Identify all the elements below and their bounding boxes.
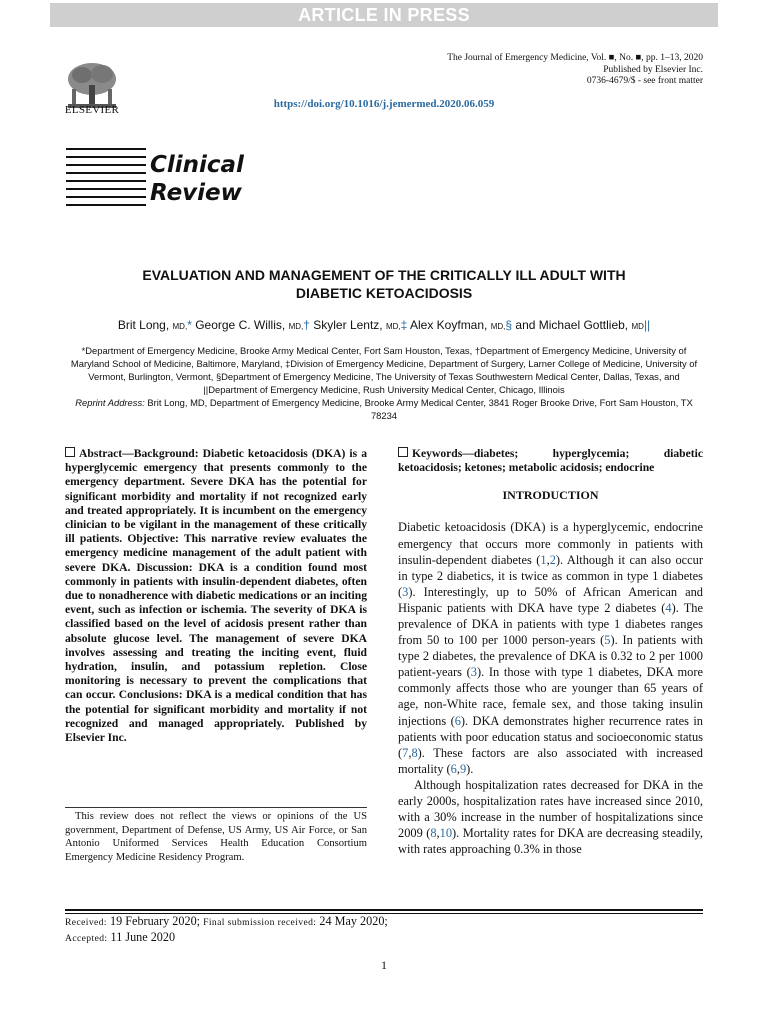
title-line2: DIABETIC KETOACIDOSIS xyxy=(295,285,473,301)
disclaimer-footnote: This review does not reflect the views or opinions of the US government, Department of Defense, US Army, US Air Force, or San Antonio Uniformed Services Health Education Consortium Emergency Medicine Residency Program. xyxy=(65,811,367,863)
paragraph-text: ). Interestingly, up to 50% of African American and Hispanic patients with DKA have type 2 diabetes ( xyxy=(398,584,703,615)
article-in-press-banner: ARTICLE IN PRESS xyxy=(50,3,718,27)
abstract xyxy=(65,447,367,745)
issn-line: 0736-4679/$ - see front matter xyxy=(586,76,703,86)
reference-link[interactable]: 5 xyxy=(604,633,611,648)
author-name: Alex Koyfman, xyxy=(410,318,491,332)
publisher-line: Published by Elsevier Inc. xyxy=(603,64,703,75)
reference-link[interactable]: 6 xyxy=(454,713,461,728)
paragraph-text: ). The prevalence of DKA in patients with type 1 diabetes ranges from 50 to 100 per 1000 person-years ( xyxy=(398,600,703,648)
affiliation-mark[interactable]: † xyxy=(303,318,310,332)
footer-divider xyxy=(65,909,703,911)
introduction-heading: INTRODUCTION xyxy=(502,488,599,503)
received-label: Received: xyxy=(65,917,107,928)
affiliation-text: *Department of Emergency Medicine, Brooke Army Medical Center, Fort Sam Houston, Texas, †Department of Emergency Medicine, University of Maryland School of Medicine, Baltimore, Maryland, ‡Division of Emergency Medicine, Department of Surgery, Larner College of Medicine, University of Vermont, Burlington, Vermont, §Department of Emergency Medicine, The University of Texas Southwestern Medical Center, Dallas, Texas, and ||Department of Emergency Medicine, Rush University Medical Center, Chicago, Illinois xyxy=(70,345,698,395)
affiliations xyxy=(62,344,706,422)
author-separator: and xyxy=(512,318,539,332)
reprint-label: Reprint Address: xyxy=(75,397,145,408)
keywords xyxy=(398,447,703,475)
reprint-address: Brit Long, MD, Department of Emergency Medicine, Brooke Army Medical Center, 3841 Roger Brooke Drive, Fort Sam Houston, TX 78234 xyxy=(144,397,693,421)
checkbox-icon xyxy=(65,447,75,457)
title-line1: EVALUATION AND MANAGEMENT OF THE CRITICALLY ILL ADULT WITH xyxy=(142,267,626,283)
reference-link[interactable]: 3 xyxy=(470,665,477,680)
section-rule-lines xyxy=(66,148,146,206)
abstract-text: Abstract—Background: Diabetic ketoacidosis (DKA) is a hyperglycemic emergency that presents commonly to the emergency department. Severe DKA has the potential for significant morbidity and mortality if not recognized early and treated appropriately. It is incumbent on the emergency clinician to be vigilant in the management of these critically ill patients. Objective: This narrative review evaluates the emergency medicine management of the adult patient with severe DKA. Discussion: DKA is a condition found most commonly in patients with insulin-dependent diabetes, often due to nonadherence with diabetic medications or an inciting event, such as infection or ischemia. The severity of DKA is classified based on the level of acidosis present rather than absolute glucose level. The management of severe DKA involves assessing and treating the inciting event, fluid hydration, insulin, and potassium repletion. Close monitoring is necessary to prevent the complications that can occur. Conclusions: DKA is a medical condition that has the potential for significant morbidity and mortality if not recognized and managed appropriately. Published by Elsevier Inc. xyxy=(65,447,367,745)
paragraph-text: ). Although it can also occur in type 2 diabetics, it is twice as common in type 1 diabetes ( xyxy=(398,552,703,599)
reference-link[interactable]: 3 xyxy=(402,584,409,599)
article-title xyxy=(60,266,708,302)
section-label-line2: Review xyxy=(150,180,242,206)
affiliation-mark[interactable]: § xyxy=(505,318,513,332)
accepted-date: 11 June 2020 xyxy=(107,930,176,944)
paragraph-text: ). In those with type 1 diabetes, DKA more commonly affects those who are younger than 65 years of age, non-White race, female sex, and those taking insulin injections ( xyxy=(398,665,703,728)
reference-link[interactable]: 7 xyxy=(402,745,409,760)
paragraph-text: ). These factors are also associated with increased mortality ( xyxy=(398,745,703,776)
journal-line: The Journal of Emergency Medicine, Vol. ■, No. ■, pp. 1–13, 2020 xyxy=(447,53,703,63)
reference-link[interactable]: 8 xyxy=(430,826,437,841)
right-column xyxy=(398,447,703,857)
reference-link[interactable]: 4 xyxy=(665,600,672,615)
section-label-line1: Clinical xyxy=(150,152,244,178)
author-name: George C. Willis, xyxy=(195,318,289,332)
author-list xyxy=(60,318,708,332)
paragraph-text: Although hospitalization rates decreased for DKA in the early 2000s, hospitalization rates have increased since 2010, with a 30% increase in the number of hospitalizations since 2009 ( xyxy=(398,777,703,841)
paragraph-text: ). xyxy=(466,761,474,776)
checkbox-icon xyxy=(398,447,408,457)
paragraph-text: ). Mortality rates for DKA are decreasing steadily, with rates approaching 0.3% in those xyxy=(398,826,703,857)
author-name: Michael Gottlieb, xyxy=(538,318,632,332)
elsevier-wordmark: ELSEVIER xyxy=(64,104,120,116)
accepted-line xyxy=(65,930,388,946)
affiliation-mark[interactable]: * xyxy=(187,318,192,332)
page-number: 1 xyxy=(381,958,387,972)
reference-link[interactable]: 2 xyxy=(549,552,556,567)
paragraph-text: ). DKA demonstrates higher recurrence rates in patients with poor education status and socioeconomic status ( xyxy=(398,713,703,760)
author-name: Skyler Lentz, xyxy=(313,318,386,332)
affiliation-mark[interactable]: || xyxy=(643,318,651,332)
affiliation-mark[interactable]: ‡ xyxy=(400,318,408,332)
reference-link[interactable]: 10 xyxy=(439,826,453,841)
journal-citation xyxy=(447,53,703,88)
doi-link[interactable]: https://doi.org/10.1016/j.jemermed.2020.06.059 xyxy=(273,98,495,110)
paragraph-text: , xyxy=(408,745,412,760)
author-degree: MD, xyxy=(172,322,188,331)
paragraph-text: , xyxy=(546,552,550,567)
reference-link[interactable]: 6 xyxy=(450,761,457,776)
final-submission-date: 24 May 2020; xyxy=(316,914,388,928)
footnote-divider xyxy=(65,807,367,808)
paragraph-text: , xyxy=(436,826,440,841)
keywords-text: Keywords—diabetes; hyperglycemia; diabetic ketoacidosis; ketones; metabolic acidosis; endocrine xyxy=(398,447,703,475)
paragraph-text: , xyxy=(456,761,460,776)
author-name: Brit Long, xyxy=(117,318,173,332)
final-submission-label: Final submission received: xyxy=(203,917,317,928)
reference-link[interactable]: 1 xyxy=(540,552,547,567)
received-line xyxy=(65,914,388,930)
paragraph-text: Diabetic ketoacidosis (DKA) is a hyperglycemic, endocrine emergency that occurs more commonly in patients with insulin-dependent diabetes ( xyxy=(398,520,703,567)
reference-link[interactable]: 8 xyxy=(411,745,418,760)
intro-paragraph-2 xyxy=(398,777,703,857)
intro-paragraph-1 xyxy=(398,519,703,777)
accepted-label: Accepted: xyxy=(65,933,108,944)
author-degree: MD, xyxy=(385,322,401,331)
received-date: 19 February 2020; xyxy=(106,914,204,928)
left-column xyxy=(65,447,367,745)
reference-link[interactable]: 9 xyxy=(459,761,467,776)
section-label xyxy=(150,151,244,207)
paragraph-text: ). In patients with type 2 diabetes, the prevalence of DKA is 0.32 to 2 per 1000 patient-years ( xyxy=(398,633,703,680)
author-degree: MD xyxy=(631,322,644,331)
author-degree: MD, xyxy=(490,322,506,331)
author-degree: MD, xyxy=(288,322,304,331)
article-history xyxy=(65,914,388,946)
